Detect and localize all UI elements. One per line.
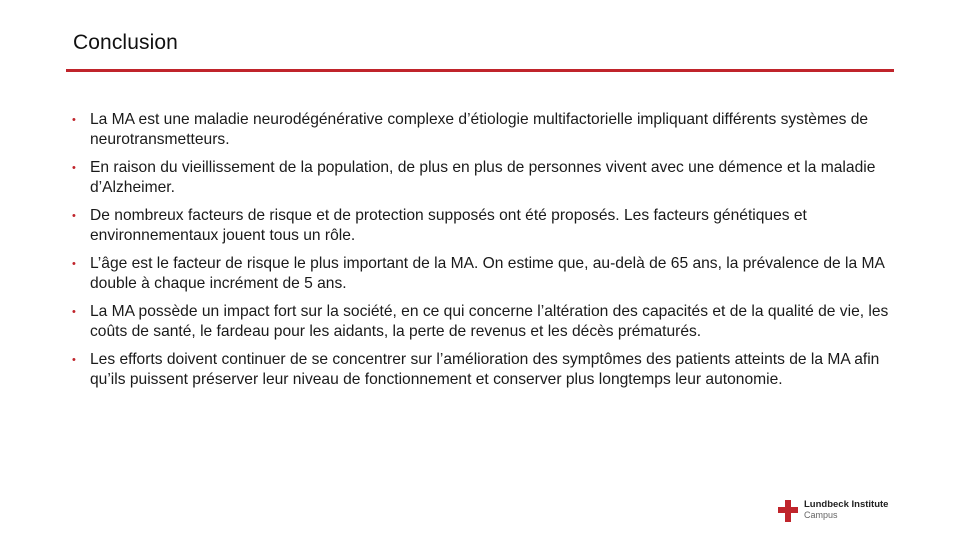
bullet-item (72, 302, 892, 342)
bullet-item (72, 158, 892, 198)
bullet-item (72, 110, 892, 150)
bullet-item (72, 350, 892, 390)
logo-subtitle: Campus (804, 510, 838, 520)
logo-title: Lundbeck Institute (804, 499, 889, 510)
bullet-dot-icon: • (72, 162, 76, 174)
bullet-dot-icon: • (72, 306, 76, 318)
bullet-text: En raison du vieillissement de la population, de plus en plus de personnes vivent avec une démence et la maladie d’Alzheimer. (90, 159, 876, 196)
bullet-item (72, 206, 892, 246)
cross-logo-icon (778, 500, 798, 522)
bullet-list (72, 110, 892, 398)
bullet-text: De nombreux facteurs de risque et de protection supposés ont été proposés. Les facteurs génétiques et environnementaux jouent tous un rôle. (90, 207, 807, 244)
lundbeck-logo (778, 497, 900, 523)
bullet-dot-icon: • (72, 114, 76, 126)
bullet-text: Les efforts doivent continuer de se concentrer sur l’amélioration des symptômes des patients atteints de la MA afin qu’ils puissent préserver leur niveau de fonctionnement et conserver plus longtemps leur autonomie. (90, 351, 880, 388)
bullet-text: L’âge est le facteur de risque le plus important de la MA. On estime que, au-delà de 65 ans, la prévalence de la MA double à chaque incrément de 5 ans. (90, 255, 885, 292)
bullet-dot-icon: • (72, 210, 76, 222)
slide-title: Conclusion (73, 31, 178, 54)
bullet-text: La MA est une maladie neurodégénérative complexe d’étiologie multifactorielle impliquant différents systèmes de neurotransmetteurs. (90, 111, 869, 148)
title-divider (66, 69, 894, 72)
bullet-dot-icon: • (72, 258, 76, 270)
bullet-text: La MA possède un impact fort sur la société, en ce qui concerne l’altération des capacités et de la qualité de vie, les coûts de santé, le fardeau pour les aidants, la perte de revenus et les décès prématurés. (90, 303, 889, 340)
bullet-item (72, 254, 892, 294)
bullet-dot-icon: • (72, 354, 76, 366)
